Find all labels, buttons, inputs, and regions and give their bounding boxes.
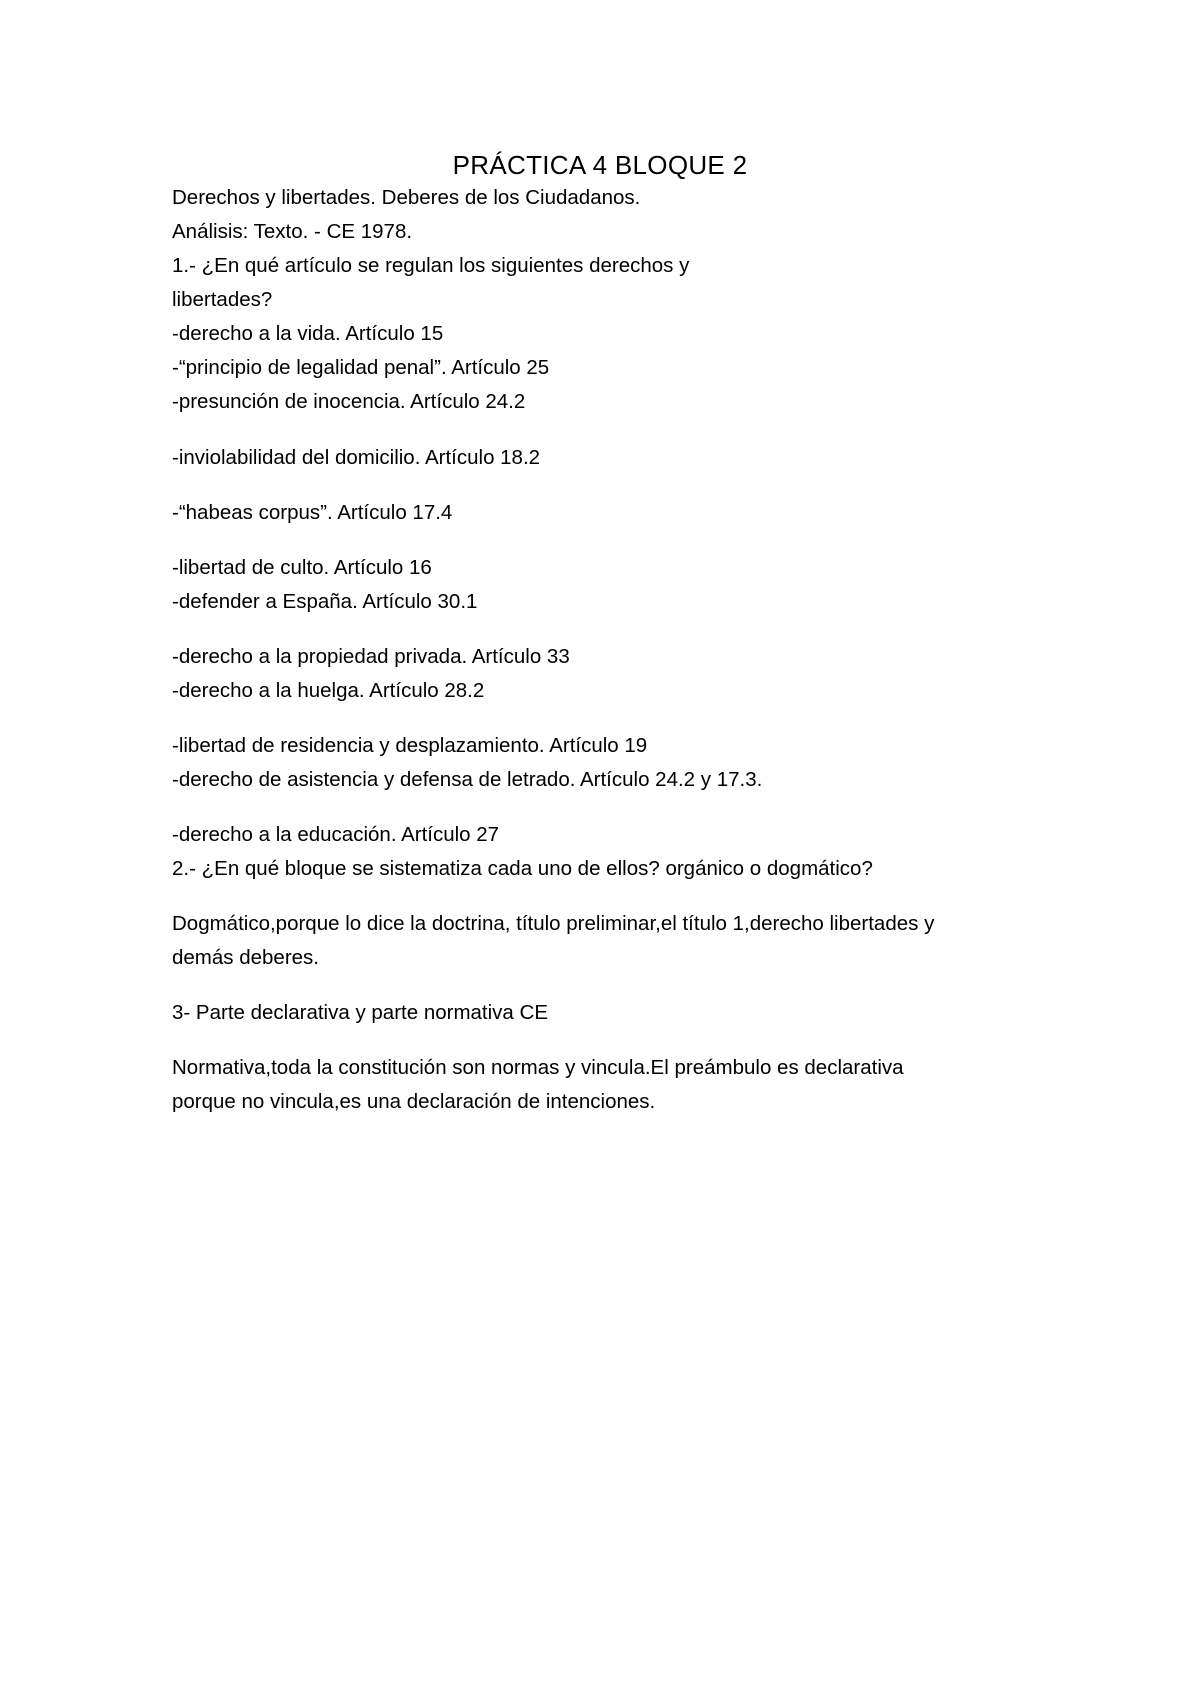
question-1-line-2: libertades? <box>172 288 273 311</box>
document-title: PRÁCTICA 4 BLOQUE 2 <box>452 150 748 180</box>
right-item: -inviolabilidad del domicilio. Artículo 18.2 <box>172 446 541 469</box>
analysis-line: Análisis: Texto. - CE 1978. <box>172 220 413 243</box>
answer-2-line-1: Dogmático,porque lo dice la doctrina, título preliminar,el título 1,derecho libertades y <box>172 912 935 935</box>
right-item: -defender a España. Artículo 30.1 <box>172 590 478 613</box>
right-item: -libertad de residencia y desplazamiento. Artículo 19 <box>172 734 648 757</box>
question-2: 2.- ¿En qué bloque se sistematiza cada uno de ellos? orgánico o dogmático? <box>172 857 873 880</box>
right-item: -derecho a la educación. Artículo 27 <box>172 823 500 846</box>
right-item: -libertad de culto. Artículo 16 <box>172 556 432 579</box>
right-item: -“principio de legalidad penal”. Artículo 25 <box>172 356 550 379</box>
answer-2-line-2: demás deberes. <box>172 946 320 969</box>
right-item: -derecho a la huelga. Artículo 28.2 <box>172 679 485 702</box>
question-3: 3- Parte declarativa y parte normativa CE <box>172 1001 548 1024</box>
answer-3-line-2: porque no vincula,es una declaración de intenciones. <box>172 1090 656 1113</box>
right-item: -presunción de inocencia. Artículo 24.2 <box>172 390 526 413</box>
right-item: -“habeas corpus”. Artículo 17.4 <box>172 501 453 524</box>
right-item: -derecho a la propiedad privada. Artículo 33 <box>172 645 570 668</box>
right-item: -derecho de asistencia y defensa de letrado. Artículo 24.2 y 17.3. <box>172 768 763 791</box>
answer-3-line-1: Normativa,toda la constitución son normas y vincula.El preámbulo es declarativa <box>172 1056 904 1079</box>
subtitle: Derechos y libertades. Deberes de los Ciudadanos. <box>172 186 641 209</box>
right-item: -derecho a la vida. Artículo 15 <box>172 322 444 345</box>
question-1-line-1: 1.- ¿En qué artículo se regulan los siguientes derechos y <box>172 254 690 277</box>
